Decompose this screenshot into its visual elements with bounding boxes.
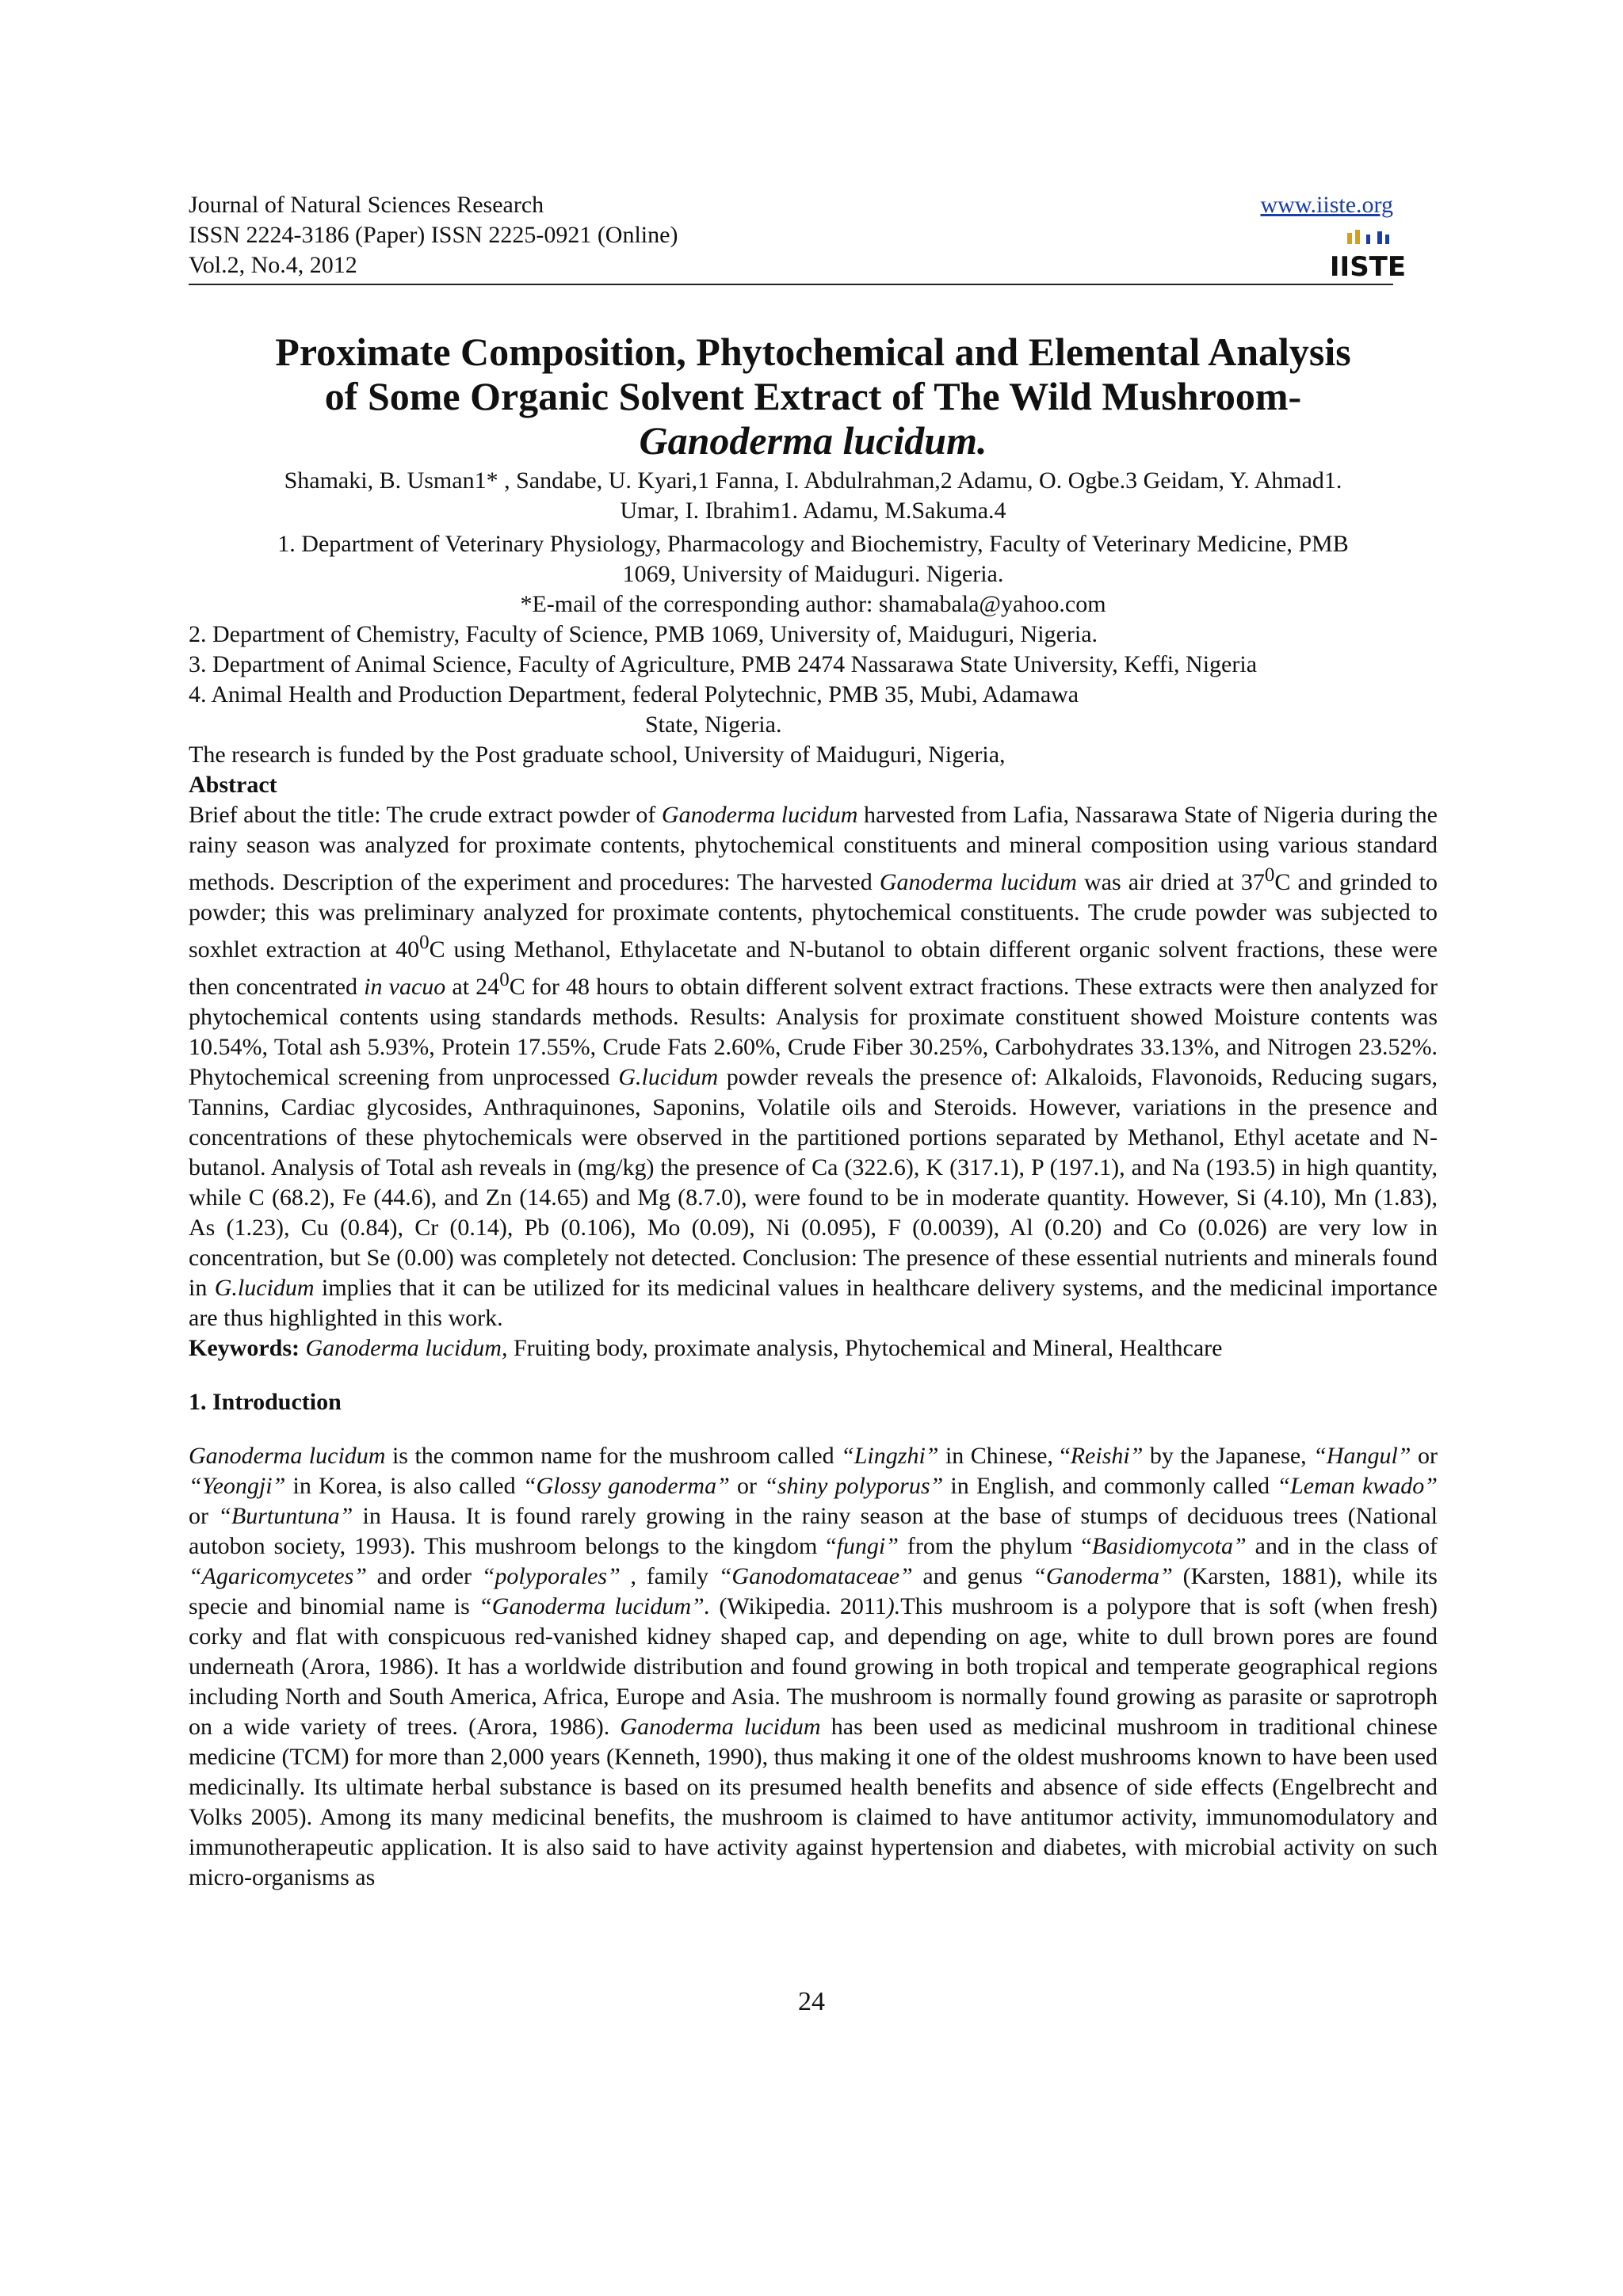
funding-note: The research is funded by the Post graduate school, University of Maiduguri, Nigeria, xyxy=(189,742,1006,768)
affiliation-4: 4. Animal Health and Production Department, federal Polytechnic, PMB 35, Mubi, Adamawa State, Nigeria. xyxy=(189,681,1079,738)
abstract-heading: Abstract xyxy=(189,772,277,798)
svg-text:IISTE: IISTE xyxy=(1329,251,1407,283)
keywords: Keywords: Ganoderma lucidum, Fruiting body, proximate analysis, Phytochemical and Mineral, Healthcare xyxy=(189,1335,1223,1361)
paper-title: Proximate Composition, Phytochemical and Elemental Analysis of Some Organic Solvent Extract of The Wild Mushroom- Ganoderma lucidum. xyxy=(275,330,1351,463)
abstract-text: Brief about the title: The crude extract powder of Ganoderma lucidum harvested from Lafia, Nassarawa State of Nigeria during the rainy season was analyzed for proximate contents, phytochemical constituents and mineral composition using various standard methods. Description of the experiment and procedures: The harvested Ganoderma lucidum was air dried at $37^0C$ and grinded to powder; this was preliminary analyzed for proximate contents, phytochemical constituents. The crude powder was subjected to soxhlet extraction at $40^0C$ using Methanol, Ethylacetate and N-butanol to obtain different organic solvent fractions, these were then concentrated in vacuo at $24^0C$ for 48 hours to obtain different solvent extract fractions. These extracts were then analyzed for phytochemical contents using standards methods. Results: Analysis for proximate constituent showed Moisture contents was 10.54%, Total ash 5.93%, Protein 17.55%, Crude Fats 2.60%, Crude Fiber 30.25%, Carbohydrates 33.13%, and Nitrogen 23.52%. Phytochemical screening from unprocessed G.lucidum powder reveals the presence of: Alkaloids, Flavonoids, Reducing sugars, Tannins, Cardiac glycosides, Anthraquinones, Saponins, Volatile oils and Steroids. However, variations in the presence and concentrations of these phytochemicals were observed in the partitioned portions separated by Methanol, Ethyl acetate and N-butanol. Analysis of Total ash reveals in (mg/kg) the presence of Ca (322.6), K (317.1), P (197.1), and Na (193.5) in high quantity, while C (68.2), Fe (44.6), and Zn (14.65) and Mg (8.7.0), were found to be in moderate quantity. However, Si (4.10), Mn (1.83), As (1.23), Cu (0.84), Cr (0.14), Pb (0.106), Mo (0.09), Ni (0.095), F (0.0039), Al (0.20) and Co (0.026) are very low in concentration, but Se (0.00) was completely not detected. Conclusion: The presence of these essential nutrients and minerals found in G.lucidum implies that it can be utilized for its medicinal values in healthcare delivery systems, and the medicinal importance are thus highlighted in this work. xyxy=(189,802,1438,1331)
affiliation-3: 3. Department of Animal Science, Faculty of Agriculture, PMB 2474 Nassarawa State University, Keffi, Nigeria xyxy=(189,651,1258,677)
page-number: 24 xyxy=(798,1987,825,2016)
introduction-heading: 1. Introduction xyxy=(189,1389,342,1415)
introduction-text: Ganoderma lucidum is the common name for the mushroom called “Lingzhi” in Chinese, “Reishi” by the Japanese, “Hangul” or “Yeongji” in Korea, is also called “Glossy ganoderma” or “shiny polyporus” in English, and commonly called “Leman kwado” or “Burtuntuna” in Hausa. It is found rarely growing in the rainy season at the base of stumps of deciduous trees (National autobon society, 1993). This mushroom belongs to the kingdom “fungi” from the phylum “Basidiomycota” and in the class of “Agaricomycetes” and order “polyporales” , family “Ganodomataceae” and genus “Ganoderma” (Karsten, 1881), while its specie and binomial name is “Ganoderma lucidum”. (Wikipedia. 2011).This mushroom is a polypore that is soft (when fresh) corky and flat with conspicuous red-vanished kidney shaped cap, and depending on age, white to dull brown pores are found underneath (Arora, 1986). It has a worldwide distribution and found growing in both tropical and temperate geographical regions including North and South America, Africa, Europe and Asia. The mushroom is normally found growing as parasite or saprotroph on a wide variety of trees. (Arora, 1986). Ganoderma lucidum has been used as medicinal mushroom in traditional chinese medicine (TCM) for more than 2,000 years (Kenneth, 1990), thus making it one of the oldest mushrooms known to have been used medicinally. Its ultimate herbal substance is based on its presumed health benefits and absence of side effects (Engelbrecht and Volks 2005). Among its many medicinal benefits, the mushroom is claimed to have antitumor activity, immunomodulatory and immunotherapeutic application. It is also said to have activity against hypertension and diabetes, with microbial activity on such micro-organisms as xyxy=(189,1443,1438,1890)
journal-header xyxy=(189,190,1407,285)
affiliation-1: 1. Department of Veterinary Physiology, Pharmacology and Biochemistry, Faculty of Veterinary Medicine, PMB 1069, University of Maiduguri. Nigeria. xyxy=(277,531,1349,587)
journal-volume: Vol.2, No.4, 2012 xyxy=(189,252,357,278)
paper-body xyxy=(189,330,1438,1893)
journal-name: Journal of Natural Sciences Research xyxy=(189,192,544,218)
iiste-logo xyxy=(1329,230,1407,283)
journal-issn: ISSN 2224-3186 (Paper) ISSN 2225-0921 (Online) xyxy=(189,222,678,248)
affiliation-2: 2. Department of Chemistry, Faculty of Science, PMB 1069, University of, Maiduguri, Nigeria. xyxy=(189,621,1098,647)
journal-url-link[interactable]: www.iiste.org xyxy=(1260,192,1393,218)
author-list: Shamaki, B. Usman1* , Sandabe, U. Kyari,1 Fanna, I. Abdulrahman,2 Adamu, O. Ogbe.3 Geidam, Y. Ahmad1. Umar, I. Ibrahim1. Adamu, M.Sakuma.4 xyxy=(284,467,1342,524)
corresponding-email: *E-mail of the corresponding author: shamabala@yahoo.com xyxy=(520,591,1106,617)
